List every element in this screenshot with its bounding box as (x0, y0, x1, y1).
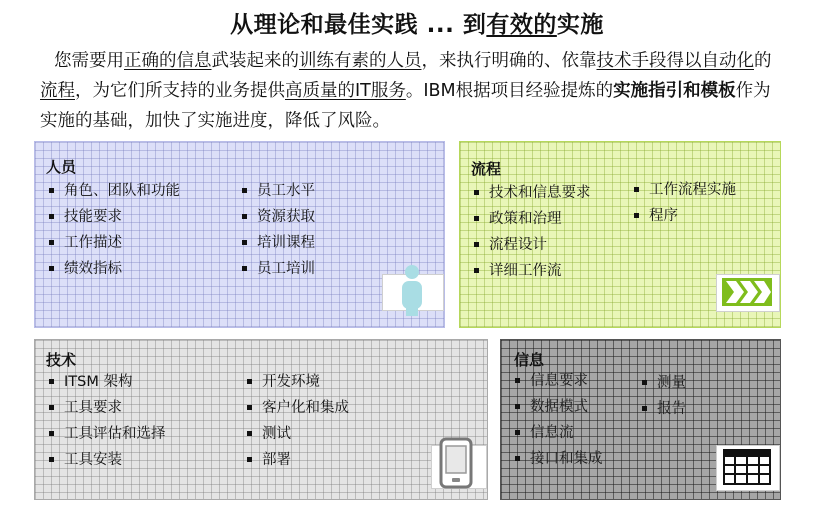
list-item: 程序 (633, 203, 736, 229)
list-item: 测量 (641, 370, 686, 396)
title-part-1: 从理论和最佳实践 ... 到 (230, 12, 487, 38)
list-item: 详细工作流 (473, 258, 591, 284)
table-grid-icon (723, 449, 771, 485)
list-item: 工作流程实施 (633, 177, 736, 203)
list-item: 政策和治理 (473, 206, 591, 232)
chevron-arrows-icon (722, 278, 772, 306)
person-icon (397, 264, 427, 316)
list-item: 报告 (641, 396, 686, 422)
people-panel (34, 141, 445, 328)
people-title: 人员 (46, 158, 77, 176)
list-item: 工具要求 (48, 395, 166, 421)
intro-text: 武装起来的 (211, 51, 299, 71)
list-item: 部署 (246, 447, 349, 473)
information-list-1 (514, 368, 603, 472)
page-title (0, 6, 834, 39)
people-list-2 (241, 178, 315, 282)
list-item: ITSM 架构 (48, 369, 166, 395)
intro-text: 。IBM根据项目经验提炼的 (405, 81, 614, 101)
people-list-1 (48, 178, 180, 282)
information-list-2 (641, 370, 686, 422)
list-item: 绩效指标 (48, 256, 180, 282)
device-icon (439, 437, 473, 489)
intro-text: 的 (754, 51, 772, 71)
intro-text: ，为它们所支持的业务提供 (75, 81, 285, 101)
list-item: 培训课程 (241, 230, 315, 256)
intro-highlight: 高质量的IT服务 (285, 81, 406, 101)
list-item: 开发环境 (246, 369, 349, 395)
list-item: 工具评估和选择 (48, 421, 166, 447)
list-item: 员工培训 (241, 256, 315, 282)
list-item: 数据模式 (514, 394, 603, 420)
process-title: 流程 (471, 160, 502, 178)
list-item: 角色、团队和功能 (48, 178, 180, 204)
list-item: 测试 (246, 421, 349, 447)
intro-highlight: 流程 (40, 81, 75, 101)
list-item: 技能要求 (48, 204, 180, 230)
title-underlined: 有效的 (486, 12, 557, 38)
list-item: 员工水平 (241, 178, 315, 204)
intro-text: 作为实施的基础，加快了实施进度，降低了风险。 (40, 81, 771, 131)
intro-highlight: 正确的信息 (124, 51, 212, 71)
intro-highlight: 技术手段得以自动化 (596, 51, 754, 71)
title-part-2: 实施 (556, 12, 604, 38)
information-title: 信息 (514, 351, 545, 369)
technology-list-1 (48, 369, 166, 473)
list-item: 流程设计 (473, 232, 591, 258)
process-list-2 (633, 177, 736, 229)
intro-text: 您需要用 (54, 51, 124, 71)
list-item: 客户化和集成 (246, 395, 349, 421)
list-item: 技术和信息要求 (473, 180, 591, 206)
list-item: 信息流 (514, 420, 603, 446)
list-item: 工具安装 (48, 447, 166, 473)
list-item: 资源获取 (241, 204, 315, 230)
information-panel (500, 339, 781, 500)
list-item: 信息要求 (514, 368, 603, 394)
intro-highlight: 训练有素的人员 (299, 51, 422, 71)
technology-title: 技术 (46, 351, 77, 369)
process-panel (459, 141, 781, 328)
technology-list-2 (246, 369, 349, 473)
intro-text: ，来执行明确的、依靠 (421, 51, 597, 71)
intro-bold: 实施指引和模板 (613, 81, 736, 101)
list-item: 接口和集成 (514, 446, 603, 472)
intro-paragraph (40, 46, 780, 136)
process-list-1 (473, 180, 591, 284)
technology-panel (34, 339, 488, 500)
list-item: 工作描述 (48, 230, 180, 256)
